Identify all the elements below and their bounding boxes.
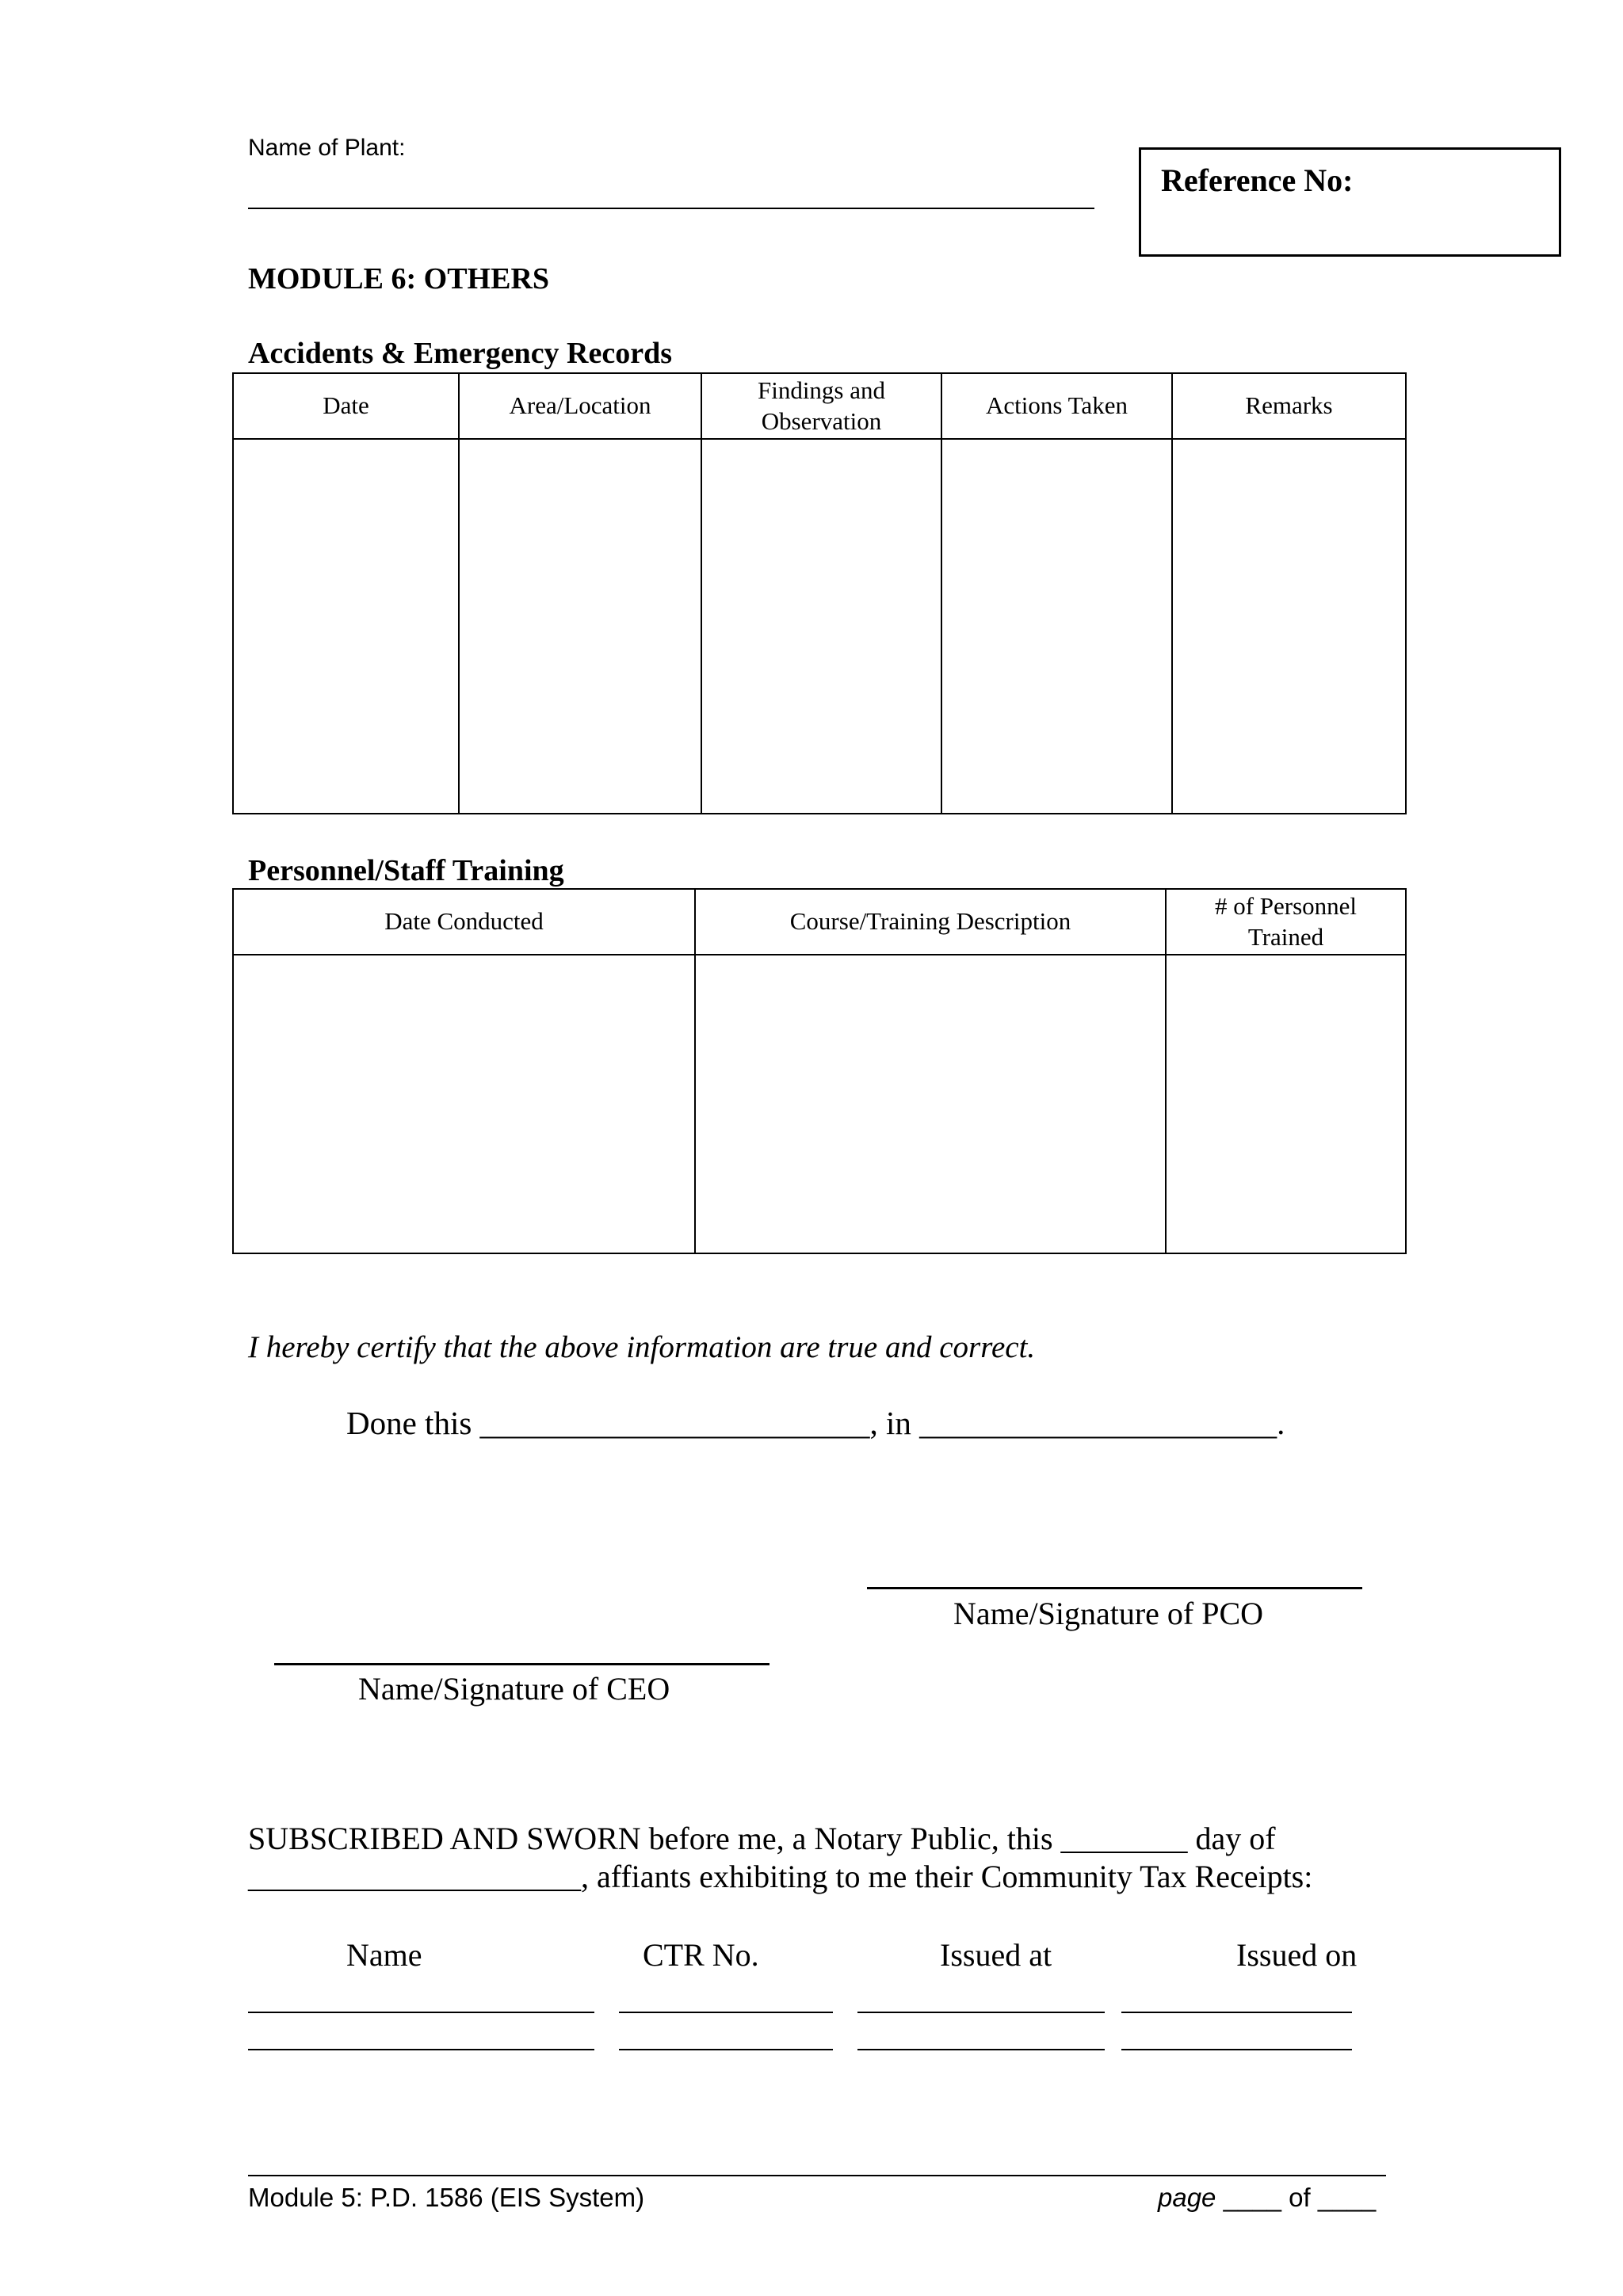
- ctr-column-issued-at: Issued at: [940, 1937, 1052, 1973]
- notary-statement-line-1: SUBSCRIBED AND SWORN before me, a Notary Public, this ________ day of: [248, 1821, 1276, 1856]
- ceo-signature-label: Name/Signature of CEO: [358, 1671, 670, 1707]
- notary-statement-line-2: _____________________, affiants exhibiting to me their Community Tax Receipts:: [248, 1859, 1313, 1894]
- module-title: MODULE 6: OTHERS: [248, 262, 550, 296]
- ctr-issued-at-blank[interactable]: [857, 2012, 1105, 2013]
- accident-findings-cell[interactable]: [701, 439, 941, 814]
- footer-page-blanks: ____ of ____: [1216, 2183, 1377, 2212]
- column-header-personnel-trained: # of Personnel Trained: [1166, 889, 1406, 955]
- accidents-section-title: Accidents & Emergency Records: [248, 337, 673, 370]
- column-header-date-conducted: Date Conducted: [233, 889, 695, 955]
- ceo-signature-line[interactable]: [274, 1663, 769, 1665]
- certification-statement: I hereby certify that the above information are true and correct.: [248, 1330, 1036, 1364]
- footer-page-word: page: [1158, 2183, 1216, 2212]
- plant-name-field[interactable]: [248, 208, 1094, 209]
- ctr-column-name: Name: [346, 1937, 422, 1973]
- ctr-number-blank[interactable]: [619, 2012, 833, 2013]
- footer-page-number: [1158, 2183, 1376, 2213]
- column-header-actions-taken: Actions Taken: [941, 373, 1172, 439]
- table-row: [233, 955, 1406, 1253]
- training-table: [232, 888, 1407, 1254]
- column-header-area-location: Area/Location: [459, 373, 701, 439]
- ctr-issued-at-blank[interactable]: [857, 2049, 1105, 2050]
- training-date-cell[interactable]: [233, 955, 695, 1253]
- column-header-course-description: Course/Training Description: [695, 889, 1166, 955]
- accident-actions-cell[interactable]: [941, 439, 1172, 814]
- pco-signature-line[interactable]: [867, 1587, 1362, 1589]
- ctr-column-ctr-no: CTR No.: [643, 1937, 759, 1973]
- ctr-name-blank[interactable]: [248, 2012, 594, 2013]
- table-header-row: [233, 373, 1406, 439]
- reference-number-label: Reference No:: [1161, 162, 1354, 198]
- footer-divider: [248, 2175, 1386, 2176]
- pco-signature-label: Name/Signature of PCO: [953, 1596, 1264, 1631]
- ctr-number-blank[interactable]: [619, 2049, 833, 2050]
- training-section-title: Personnel/Staff Training: [248, 854, 564, 887]
- table-row: [233, 439, 1406, 814]
- column-header-remarks: Remarks: [1172, 373, 1406, 439]
- ctr-name-blank[interactable]: [248, 2049, 594, 2050]
- accidents-table: [232, 372, 1407, 814]
- accident-remarks-cell[interactable]: [1172, 439, 1406, 814]
- accident-location-cell[interactable]: [459, 439, 701, 814]
- done-this-line[interactable]: Done this ________________________, in ______________________.: [346, 1405, 1285, 1441]
- accident-date-cell[interactable]: [233, 439, 459, 814]
- training-description-cell[interactable]: [695, 955, 1166, 1253]
- plant-name-label: Name of Plant:: [248, 135, 406, 161]
- column-header-findings: Findings and Observation: [701, 373, 941, 439]
- table-header-row: [233, 889, 1406, 955]
- footer-module-label: Module 5: P.D. 1586 (EIS System): [248, 2183, 645, 2212]
- training-count-cell[interactable]: [1166, 955, 1406, 1253]
- ctr-issued-on-blank[interactable]: [1121, 2049, 1352, 2050]
- column-header-date: Date: [233, 373, 459, 439]
- ctr-column-issued-on: Issued on: [1236, 1937, 1358, 1973]
- ctr-issued-on-blank[interactable]: [1121, 2012, 1352, 2013]
